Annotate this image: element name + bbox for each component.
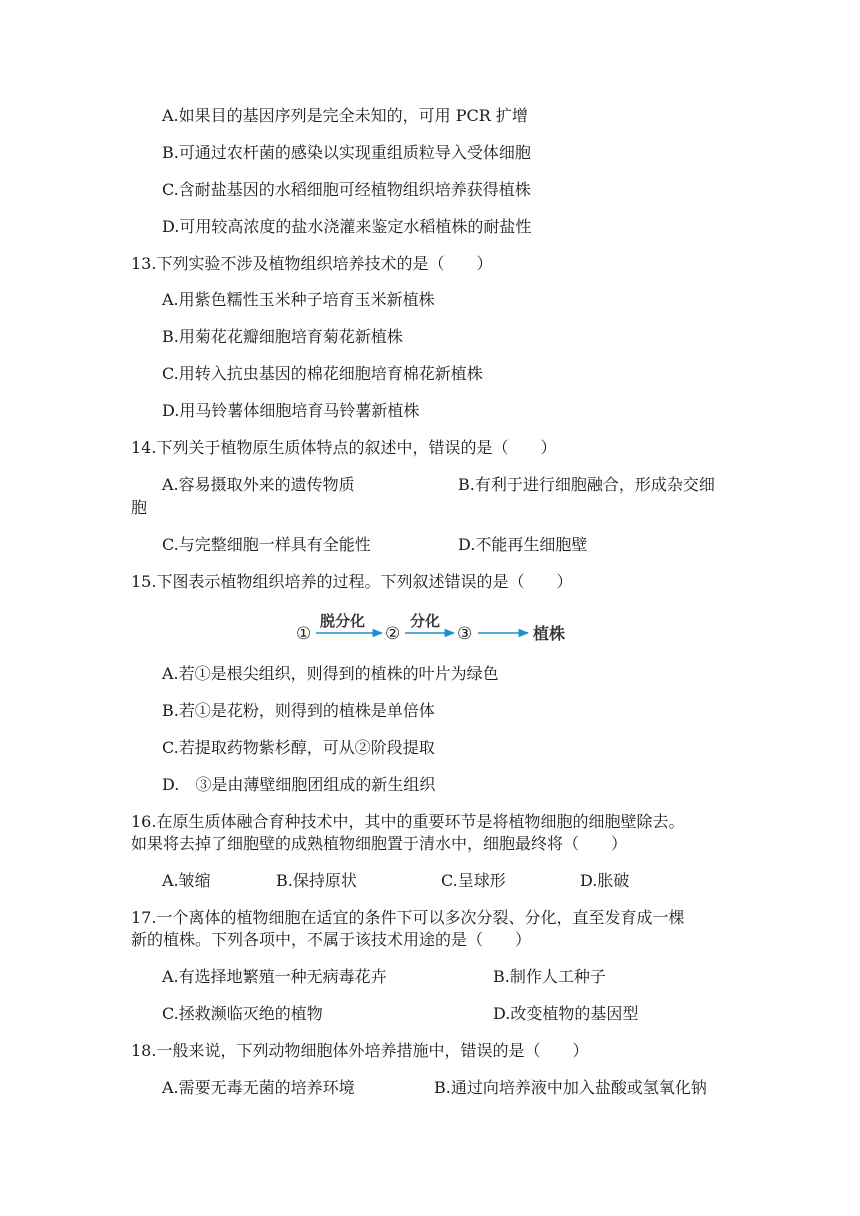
q18-stem: 18.一般来说，下列动物细胞体外培养措施中，错误的是（ ） (131, 1041, 589, 1060)
tissue-culture-flow-diagram (290, 612, 580, 652)
q14-option-b-wrap: 胞 (131, 498, 148, 517)
flow-node-2: ② (385, 624, 401, 644)
q15-option-c: C.若提取药物紫杉醇，可从②阶段提取 (162, 738, 435, 757)
q17-stem-line1: 17.一个离体的植物细胞在适宜的条件下可以多次分裂、分化，直至发育成一棵 (131, 908, 685, 927)
q15-option-a: A.若①是根尖组织，则得到的植株的叶片为绿色 (162, 664, 499, 683)
q13-stem: 13.下列实验不涉及植物组织培养技术的是（ ） (131, 254, 493, 273)
q18-option-a: A.需要无毒无菌的培养环境 (162, 1078, 355, 1097)
q15-option-d: D. ③是由薄壁细胞团组成的新生组织 (162, 775, 436, 794)
q14-option-b: B.有利于进行细胞融合，形成杂交细 (458, 475, 715, 494)
q13-option-c: C.用转入抗虫基因的棉花细胞培育棉花新植株 (162, 364, 483, 383)
q14-option-c: C.与完整细胞一样具有全能性 (162, 535, 371, 554)
q17-option-d: D.改变植物的基因型 (493, 1004, 639, 1023)
q16-stem-line1: 16.在原生质体融合育种技术中，其中的重要环节是将植物细胞的细胞壁除去。 (131, 812, 685, 831)
q14-option-d: D.不能再生细胞壁 (458, 535, 588, 554)
q16-option-b: B.保持原状 (276, 871, 357, 890)
q17-option-a: A.有选择地繁殖一种无病毒花卉 (162, 967, 387, 986)
q15-stem: 15.下图表示植物组织培养的过程。下列叙述错误的是（ ） (131, 572, 573, 591)
flow-label-differentiation: 分化 (410, 612, 441, 630)
q16-option-a: A.皱缩 (162, 871, 211, 890)
flow-node-1: ① (296, 624, 312, 644)
q16-option-c: C.呈球形 (441, 871, 506, 890)
q15-option-b: B.若①是花粉，则得到的植株是单倍体 (162, 701, 435, 720)
flow-label-dedifferentiation: 脱分化 (320, 612, 366, 630)
q12-option-b: B.可通过农杆菌的感染以实现重组质粒导入受体细胞 (162, 143, 531, 162)
q17-option-b: B.制作人工种子 (493, 967, 606, 986)
q16-option-d: D.胀破 (580, 871, 630, 890)
q14-stem: 14.下列关于植物原生质体特点的叙述中，错误的是（ ） (131, 438, 557, 457)
q14-option-a: A.容易摄取外来的遗传物质 (162, 475, 355, 494)
q12-option-c: C.含耐盐基因的水稻细胞可经植物组织培养获得植株 (162, 180, 531, 199)
q13-option-b: B.用菊花花瓣细胞培育菊花新植株 (162, 327, 403, 346)
q12-option-a: A.如果目的基因序列是完全未知的，可用 PCR 扩增 (162, 106, 528, 125)
q17-option-c: C.拯救濒临灭绝的植物 (162, 1004, 323, 1023)
q12-option-d: D.可用较高浓度的盐水浇灌来鉴定水稻植株的耐盐性 (162, 217, 532, 236)
q13-option-a: A.用紫色糯性玉米种子培育玉米新植株 (162, 290, 435, 309)
q18-option-b: B.通过向培养液中加入盐酸或氢氧化钠 (434, 1078, 707, 1097)
q13-option-d: D.用马铃薯体细胞培育马铃薯新植株 (162, 401, 420, 420)
flow-end-plant: 植株 (533, 624, 566, 643)
q16-stem-line2: 如果将去掉了细胞壁的成熟植物细胞置于清水中，细胞最终将（ ） (131, 834, 628, 853)
q17-stem-line2: 新的植株。下列各项中，不属于该技术用途的是（ ） (131, 930, 532, 949)
flow-node-3: ③ (457, 624, 473, 644)
